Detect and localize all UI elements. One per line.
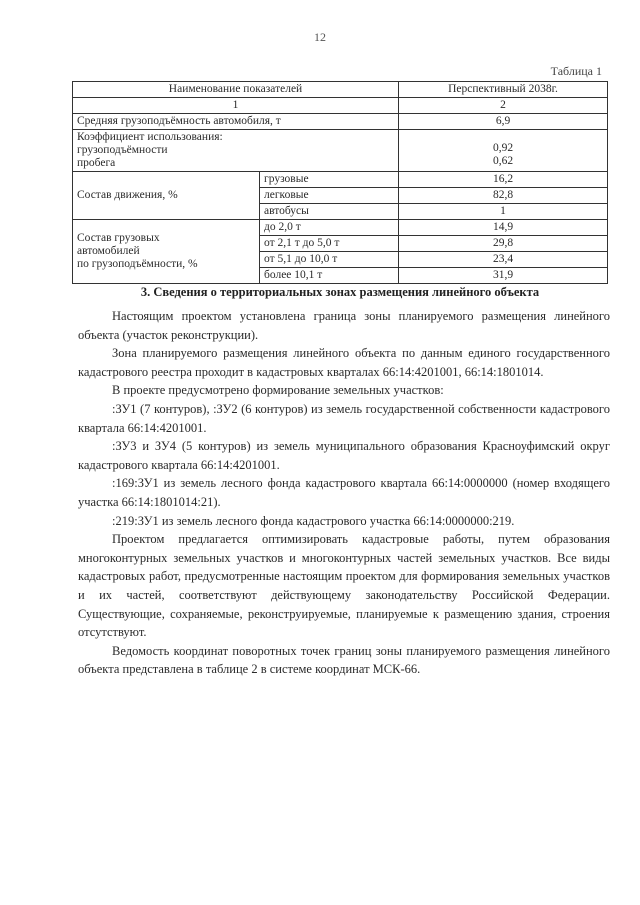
traffic-item-value: 1 xyxy=(399,204,608,220)
paragraph: Ведомость координат поворотных точек границ зоны планируемого размещения линейного объекта представлена в таблице 2 в системе координат МСК-66. xyxy=(78,643,610,677)
trucks-item-label: более 10,1 т xyxy=(260,268,399,284)
table-row xyxy=(73,220,608,236)
traffic-item-label: легковые xyxy=(260,188,399,204)
trucks-item-value: 29,8 xyxy=(399,236,608,252)
trucks-item-value: 14,9 xyxy=(399,220,608,236)
header-name: Наименование показателей xyxy=(73,82,399,98)
capacity-label: Средняя грузоподъёмность автомобиля, т xyxy=(73,114,399,130)
paragraph: Зона планируемого размещения линейного объекта по данным единого государственного кадастрового реестра проходит в кадастровых кварталах 66:14:4201001, 66:14:1801014. xyxy=(78,346,610,379)
coef-values xyxy=(399,130,608,172)
traffic-item-label: грузовые xyxy=(260,172,399,188)
indicators-table xyxy=(72,81,608,284)
trucks-item-value: 31,9 xyxy=(399,268,608,284)
coef-label-line: Коэффициент использования: xyxy=(77,131,223,143)
paragraph: :169:ЗУ1 из земель лесного фонда кадастрового квартала 66:14:0000000 (номер входящего участка 66:14:1801014:21). xyxy=(78,476,610,509)
section-heading: 3. Сведения о территориальных зонах размещения линейного объекта xyxy=(140,285,540,299)
coef-label-line: пробега xyxy=(77,157,116,169)
traffic-item-value: 82,8 xyxy=(399,188,608,204)
table-header-row xyxy=(73,82,608,98)
trucks-label-line: по грузоподъёмности, % xyxy=(77,258,198,270)
trucks-label-line: автомобилей xyxy=(77,245,140,257)
trucks-label-line: Состав грузовых xyxy=(77,232,160,244)
trucks-item-label: от 5,1 до 10,0 т xyxy=(260,252,399,268)
paragraph: :ЗУ1 (7 контуров), :ЗУ2 (6 контуров) из земель государственной собственности кадастрового квартала 66:14:4201001. xyxy=(78,401,610,435)
trucks-label xyxy=(73,220,260,284)
trucks-item-value: 23,4 xyxy=(399,252,608,268)
section-body xyxy=(78,307,610,679)
table-numbering-row xyxy=(73,98,608,114)
paragraph: Настоящим проектом установлена граница зоны планируемого размещения линейного объекта (участок реконструкции). xyxy=(78,309,610,342)
table-caption: Таблица 1 xyxy=(550,64,602,78)
coef-label xyxy=(73,130,399,172)
coef-value-1: 0,92 xyxy=(492,142,514,154)
table-row xyxy=(73,172,608,188)
traffic-label: Состав движения, % xyxy=(73,172,260,220)
coef-label-line: грузоподъёмности xyxy=(77,144,168,156)
trucks-item-label: до 2,0 т xyxy=(260,220,399,236)
coef-value-2: 0,62 xyxy=(492,155,514,167)
traffic-item-value: 16,2 xyxy=(399,172,608,188)
page-number: 12 xyxy=(314,30,326,44)
header-value: Перспективный 2038г. xyxy=(399,82,608,98)
numbering-value: 2 xyxy=(399,98,608,114)
paragraph: :219:ЗУ1 из земель лесного фонда кадастрового участка 66:14:0000000:219. xyxy=(112,513,515,528)
capacity-value: 6,9 xyxy=(399,114,608,130)
paragraph: :ЗУ3 и ЗУ4 (5 контуров) из земель муниципального образования Красноуфимский округ кадастрового квартала 66:14:4201001. xyxy=(78,439,610,472)
numbering-name: 1 xyxy=(73,98,399,114)
table-row xyxy=(73,114,608,130)
traffic-item-label: автобусы xyxy=(260,204,399,220)
table-row xyxy=(73,130,608,172)
paragraph: В проекте предусмотрено формирование земельных участков: xyxy=(112,383,444,398)
trucks-item-label: от 2,1 т до 5,0 т xyxy=(260,236,399,252)
paragraph: Проектом предлагается оптимизировать кадастровые работы, путем образования многоконтурных земельных участков и многоконтурных частей земельных участков. Все виды кадастровых работ, предусмотренные настоящим проектом для формирования земельных участков и их частей, соответствуют действующему законодательству Российской Федерации. Существующие, сохраняемые, реконструируемые, планируемые к размещению здания, строения отсутствуют. xyxy=(78,532,610,640)
